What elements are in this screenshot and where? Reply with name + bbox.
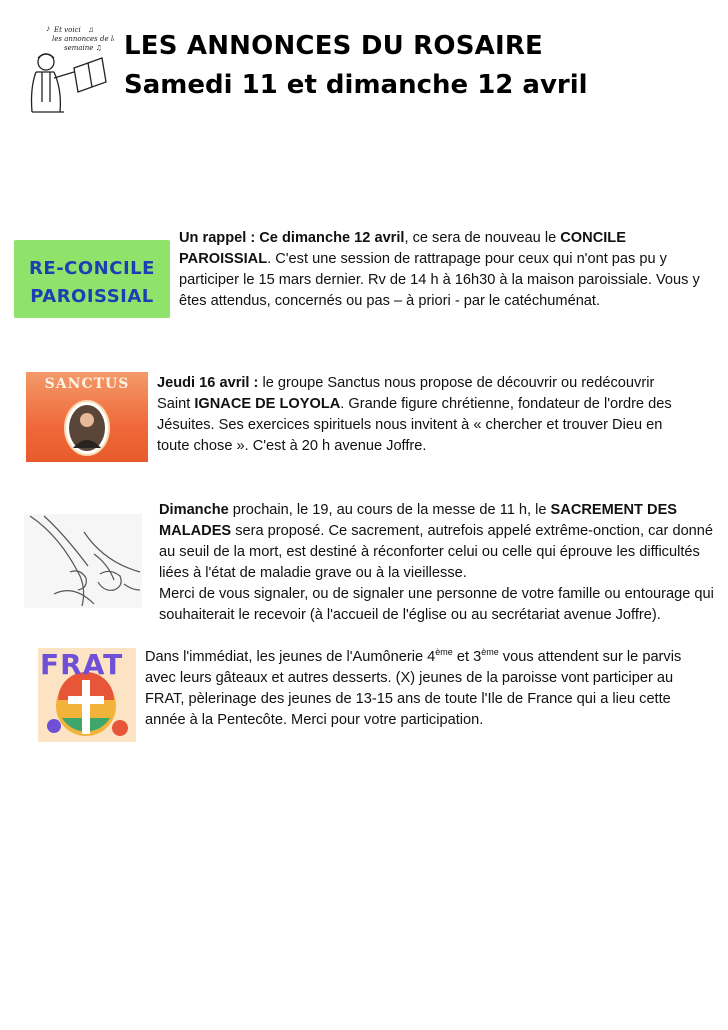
saint-portrait-icon <box>26 372 148 462</box>
svg-text:Et voici: Et voici <box>54 26 81 34</box>
sanctus-image-label: SANCTUS <box>44 376 130 392</box>
announcement-concile: Un rappel : Ce dimanche 12 avril, ce sera de nouveau le CONCILE PAROISSIAL. C'est une session de rattrapage pour ceux qui n'ont pas pu y participer le 15 mars dernier. Rv de 14 h à 16h30 à la maison paroissiale. Vous y êtes attendus, concernés ou pas – à priori - par le catéchuménat. <box>179 230 700 309</box>
malades-image <box>24 514 142 608</box>
page-subtitle-date: Samedi 11 et dimanche 12 avril <box>124 70 588 100</box>
svg-text:♫: ♫ <box>88 25 94 34</box>
reconcile-image <box>14 240 170 318</box>
svg-text:les annonces de la: les annonces de la <box>52 35 114 43</box>
frat-logo-label: FRAT <box>40 648 124 681</box>
svg-text:♪: ♪ <box>46 24 50 33</box>
reconcile-image-line1: RE-CONCILE <box>29 258 155 279</box>
priest-reading-icon <box>24 22 114 118</box>
header-mascot-illustration <box>24 22 114 118</box>
frat-image <box>38 648 136 742</box>
announcement-lead: Dimanche <box>159 502 229 518</box>
announcement-sanctus: Jeudi 16 avril : le groupe Sanctus nous propose de découvrir ou redécouvrir Saint IGNACE DE LOYOLA. Grande figure chrétienne, fondateur de l'ordre des Jésuites. Ses exercices spirituels nous invitent à « chercher et trouver Dieu en toute chose ». C'est à 20 h avenue Joffre. <box>157 375 672 454</box>
anointing-hands-icon <box>24 514 142 608</box>
announcement-malades: Dimanche prochain, le 19, au cours de la messe de 11 h, le SACREMENT DES MALADES sera proposé. Ce sacrement, autrefois appelé extrême-onction, car donné au seuil de la mort, est destiné à réconforter celui ou celle qui éprouve les difficultés liées à l'état de maladie grave ou à la vieillesse. Merci de vous signaler, ou de signaler une personne de votre famille ou entourage qui souhaiterait le recevoir (à l'accueil de l'église ou au secrétariat avenue Joffre). <box>159 502 714 623</box>
svg-text:semaine ♫: semaine ♫ <box>64 44 102 52</box>
announcement-lead: Un rappel : Ce dimanche 12 avril <box>179 230 405 246</box>
announcement-frat: Dans l'immédiat, les jeunes de l'Aumônerie 4ème et 3ème vous attendent sur le parvis avec leurs gâteaux et autres desserts. (X) jeunes de la paroisse vont participer au FRAT, pèlerinage des jeunes de 13-15 ans de toute l'Ile de France qui a lieu cette année à la Pentecôte. Merci pour votre participation. <box>145 647 682 728</box>
sanctus-image <box>26 372 148 462</box>
page-title: LES ANNONCES DU ROSAIRE <box>124 31 544 61</box>
reconcile-image-line2: PAROISSIAL <box>30 286 154 307</box>
announcement-malades-note: Merci de vous signaler, ou de signaler une personne de votre famille ou entourage qui souhaiterait le recevoir (à l'accueil de l'église ou au secrétariat avenue Joffre). <box>159 586 714 623</box>
announcement-lead: Jeudi 16 avril : <box>157 375 259 391</box>
